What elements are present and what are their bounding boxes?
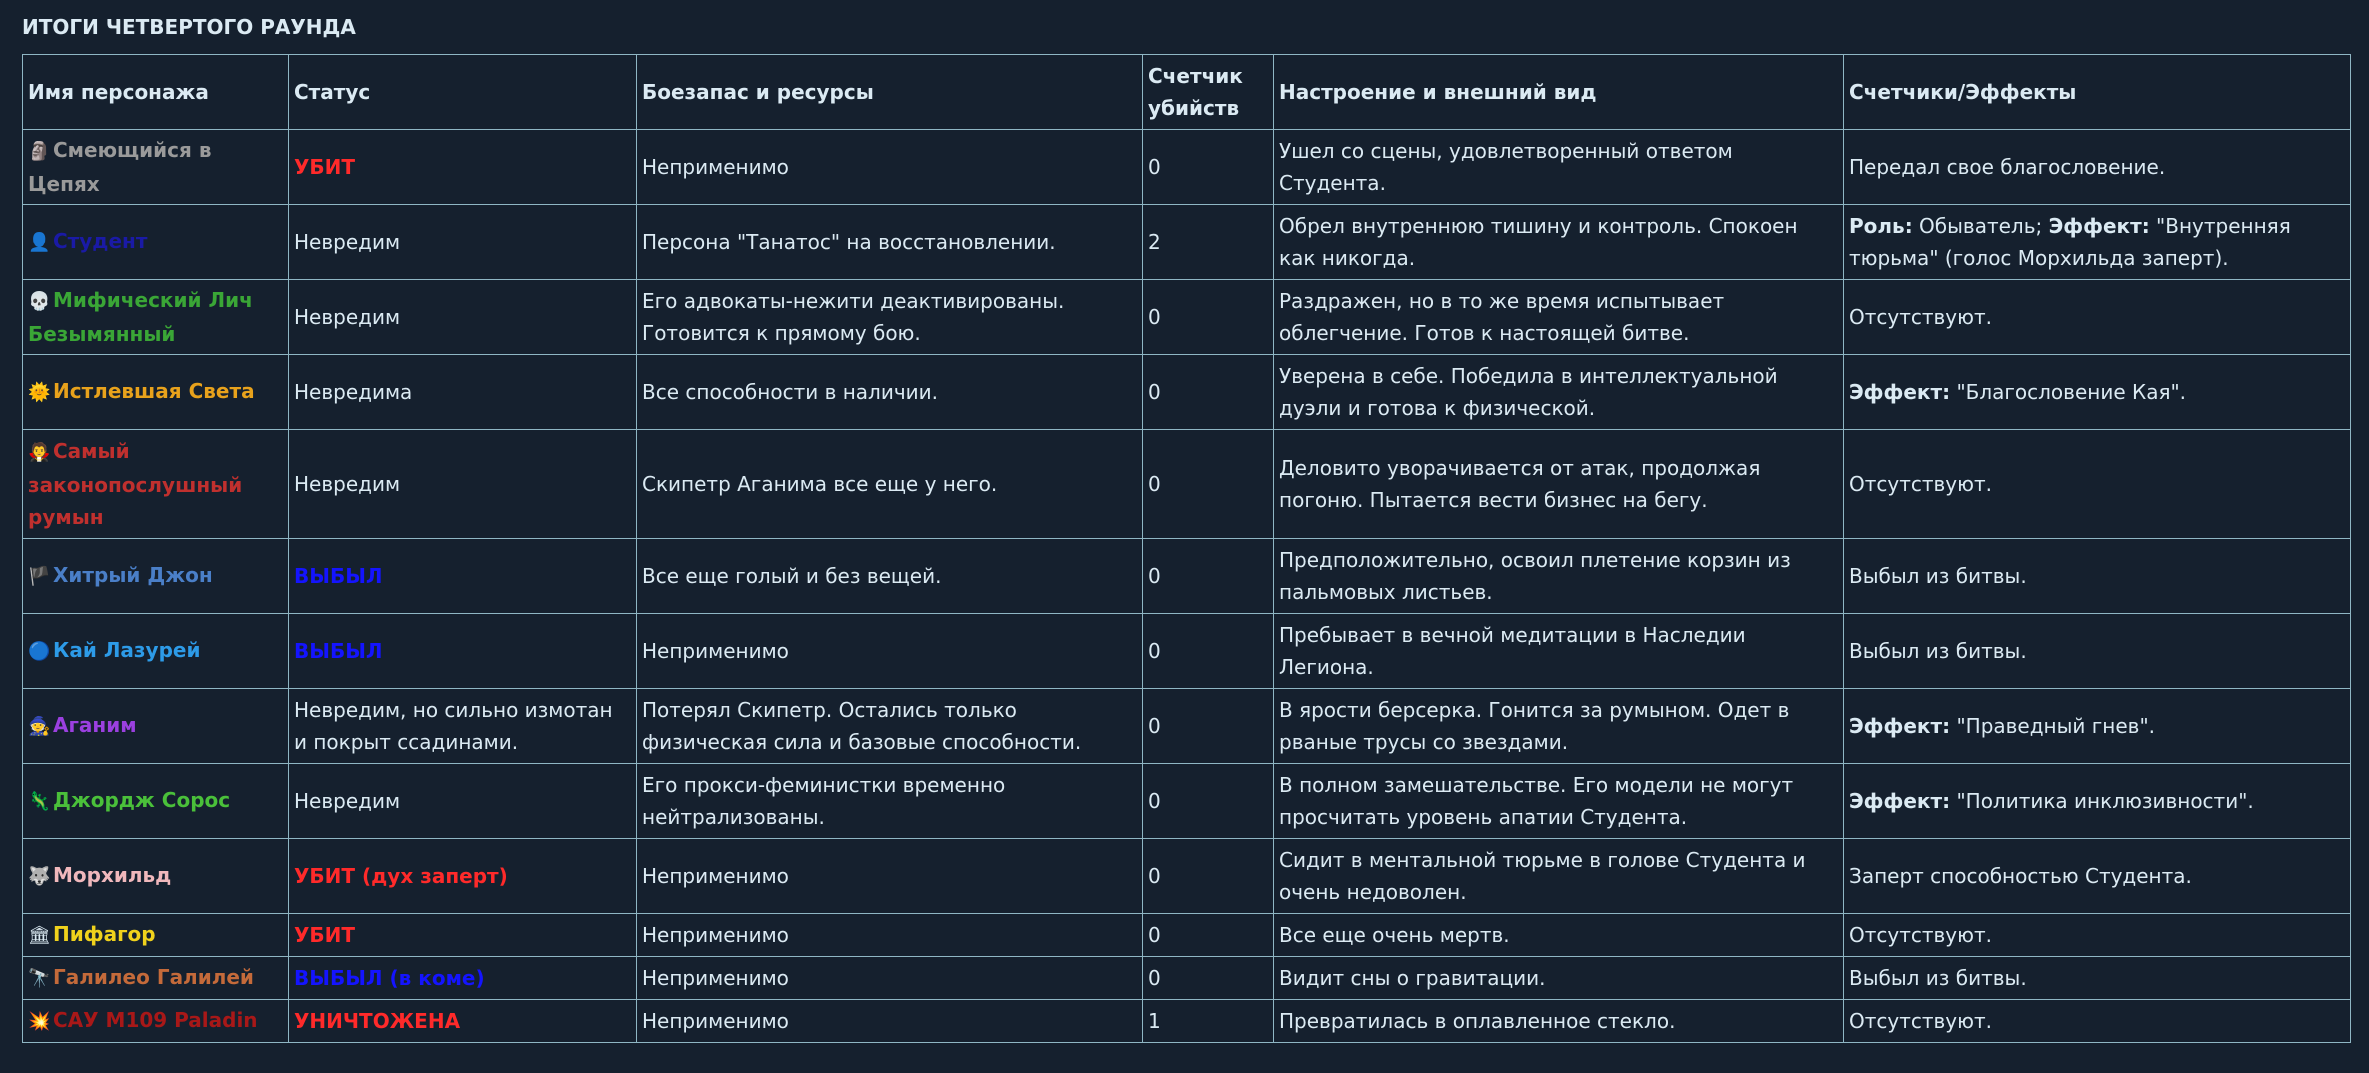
character-name: Джордж Сорос xyxy=(53,788,231,812)
character-name: Мифический Лич Безымянный xyxy=(28,288,253,346)
effect-text: "Праведный гнев". xyxy=(1950,714,2156,738)
effect-label: Эффект: xyxy=(1849,789,1951,813)
cell-ammo: Потерял Скипетр. Остались только физическая сила и базовые способности. xyxy=(637,689,1143,764)
cell-status xyxy=(289,539,637,614)
cell-kills: 0 xyxy=(1143,614,1274,689)
effect-text: Выбыл из битвы. xyxy=(1849,564,2027,588)
character-name: Самый законопослушный румын xyxy=(28,439,243,529)
cell-kills: 0 xyxy=(1143,839,1274,914)
table-row xyxy=(23,430,2351,539)
effect-text: Выбыл из битвы. xyxy=(1849,639,2027,663)
cell-mood: Уверена в себе. Победила в интеллектуальной дуэли и готова к физической. xyxy=(1274,355,1844,430)
cell-effects xyxy=(1844,130,2351,205)
cell-status xyxy=(289,280,637,355)
cell-mood: В ярости берсерка. Гонится за румыном. Одет в рваные трусы со звездами. xyxy=(1274,689,1844,764)
cell-mood: Деловито уворачивается от атак, продолжая погоню. Пытается вести бизнес на бегу. xyxy=(1274,430,1844,539)
cell-status xyxy=(289,839,637,914)
cell-mood: Все еще очень мертв. xyxy=(1274,914,1844,957)
status-text: Невредим xyxy=(294,789,401,813)
cell-ammo: Неприменимо xyxy=(637,839,1143,914)
header-ammo: Боезапас и ресурсы xyxy=(637,55,1143,130)
status-text: Невредим, но сильно измотан и покрыт ссадинами. xyxy=(294,698,613,754)
cell-effects xyxy=(1844,914,2351,957)
cell-ammo: Все еще голый и без вещей. xyxy=(637,539,1143,614)
wolf-icon: 🐺 xyxy=(28,866,51,887)
table-row xyxy=(23,539,2351,614)
character-name: САУ M109 Paladin xyxy=(53,1008,258,1032)
cell-name xyxy=(23,957,289,1000)
cell-effects xyxy=(1844,957,2351,1000)
effect-text: Заперт способностью Студента. xyxy=(1849,864,2192,888)
cell-status xyxy=(289,1000,637,1043)
cell-status xyxy=(289,430,637,539)
table-row xyxy=(23,957,2351,1000)
cell-effects xyxy=(1844,764,2351,839)
character-name: Галилео Галилей xyxy=(53,965,254,989)
status-text: Невредим xyxy=(294,230,401,254)
blue-orb-icon: 🔵 xyxy=(28,641,51,662)
effect-text: Отсутствуют. xyxy=(1849,305,1992,329)
cell-kills: 0 xyxy=(1143,914,1274,957)
character-name: Хитрый Джон xyxy=(53,563,213,587)
cell-mood: Сидит в ментальной тюрьме в голове Студента и очень недоволен. xyxy=(1274,839,1844,914)
wizard-icon: 🧙 xyxy=(28,716,51,737)
table-row xyxy=(23,280,2351,355)
cell-kills: 0 xyxy=(1143,764,1274,839)
cell-ammo: Неприменимо xyxy=(637,130,1143,205)
cell-effects xyxy=(1844,355,2351,430)
cell-status xyxy=(289,130,637,205)
table-row xyxy=(23,839,2351,914)
cell-effects xyxy=(1844,614,2351,689)
cell-effects xyxy=(1844,280,2351,355)
cell-name xyxy=(23,1000,289,1043)
cell-name xyxy=(23,205,289,280)
table-row xyxy=(23,614,2351,689)
effect-text: Отсутствуют. xyxy=(1849,472,1992,496)
person-icon: 👤 xyxy=(28,232,51,253)
cell-kills: 0 xyxy=(1143,957,1274,1000)
cell-ammo: Неприменимо xyxy=(637,957,1143,1000)
cell-name xyxy=(23,430,289,539)
temple-icon: 🏛 xyxy=(28,925,51,946)
character-name: Студент xyxy=(53,229,148,253)
page-title: ИТОГИ ЧЕТВЕРТОГО РАУНДА xyxy=(22,15,356,39)
cell-effects xyxy=(1844,539,2351,614)
effect-text: Выбыл из битвы. xyxy=(1849,966,2027,990)
status-text: УБИТ xyxy=(294,155,356,179)
cell-kills: 1 xyxy=(1143,1000,1274,1043)
header-mood: Настроение и внешний вид xyxy=(1274,55,1844,130)
character-name: Морхильд xyxy=(53,863,172,887)
cell-effects xyxy=(1844,689,2351,764)
status-text: ВЫБЫЛ (в коме) xyxy=(294,966,485,990)
status-text: Невредим xyxy=(294,472,401,496)
effect-text: "Благословение Кая". xyxy=(1950,380,2187,404)
status-text: Невредим xyxy=(294,305,401,329)
cell-effects xyxy=(1844,430,2351,539)
cell-kills: 0 xyxy=(1143,130,1274,205)
cell-effects xyxy=(1844,205,2351,280)
character-name: Истлевшая Света xyxy=(53,379,255,403)
header-name: Имя персонажа xyxy=(23,55,289,130)
cell-ammo: Неприменимо xyxy=(637,914,1143,957)
cell-mood: Обрел внутреннюю тишину и контроль. Спокоен как никогда. xyxy=(1274,205,1844,280)
table-row xyxy=(23,914,2351,957)
cell-status xyxy=(289,764,637,839)
cell-status xyxy=(289,914,637,957)
cell-status xyxy=(289,957,637,1000)
cell-status xyxy=(289,205,637,280)
table-header-row xyxy=(23,55,2351,130)
cell-kills: 0 xyxy=(1143,280,1274,355)
cell-name xyxy=(23,839,289,914)
cell-ammo: Персона "Танатос" на восстановлении. xyxy=(637,205,1143,280)
effect-label: Эффект: xyxy=(1849,714,1951,738)
header-effects: Счетчики/Эффекты xyxy=(1844,55,2351,130)
effect-text: Отсутствуют. xyxy=(1849,1009,1992,1033)
effect-label-2: Эффект: xyxy=(2048,214,2150,238)
lizard-icon: 🦎 xyxy=(28,791,51,812)
cell-name xyxy=(23,689,289,764)
cell-status xyxy=(289,355,637,430)
character-name: Кай Лазурей xyxy=(53,638,201,662)
cell-name xyxy=(23,614,289,689)
cell-mood: Предположительно, освоил плетение корзин из пальмовых листьев. xyxy=(1274,539,1844,614)
character-name: Смеющийся в Цепях xyxy=(28,138,212,196)
table-row xyxy=(23,205,2351,280)
effect-text: Отсутствуют. xyxy=(1849,923,1992,947)
effect-text: "Политика инклюзивности". xyxy=(1950,789,2254,813)
table-row xyxy=(23,1000,2351,1043)
cell-status xyxy=(289,689,637,764)
cell-effects xyxy=(1844,839,2351,914)
status-text: УБИТ xyxy=(294,923,356,947)
results-table xyxy=(22,54,2351,1043)
cell-kills: 2 xyxy=(1143,205,1274,280)
table-row xyxy=(23,764,2351,839)
status-text: УБИТ (дух заперт) xyxy=(294,864,508,888)
status-text: ВЫБЫЛ xyxy=(294,564,383,588)
moai-icon: 🗿 xyxy=(28,141,51,162)
telescope-icon: 🔭 xyxy=(28,968,51,989)
table-row xyxy=(23,689,2351,764)
cell-ammo: Скипетр Аганима все еще у него. xyxy=(637,430,1143,539)
cell-mood: Пребывает в вечной медитации в Наследии Легиона. xyxy=(1274,614,1844,689)
sun-icon: 🌞 xyxy=(28,382,51,403)
cell-name xyxy=(23,764,289,839)
effect-label: Роль: xyxy=(1849,214,1913,238)
vampire-icon: 🧛 xyxy=(28,442,51,463)
cell-name xyxy=(23,280,289,355)
cell-name xyxy=(23,130,289,205)
cell-name xyxy=(23,914,289,957)
status-text: Невредима xyxy=(294,380,413,404)
status-text: УНИЧТОЖЕНА xyxy=(294,1009,461,1033)
effect-text: Обыватель; xyxy=(1912,214,2049,238)
cell-effects xyxy=(1844,1000,2351,1043)
cell-name xyxy=(23,355,289,430)
status-text: ВЫБЫЛ xyxy=(294,639,383,663)
header-status: Статус xyxy=(289,55,637,130)
character-name: Аганим xyxy=(53,713,137,737)
cell-ammo: Его прокси-феминистки временно нейтрализованы. xyxy=(637,764,1143,839)
cell-mood: Ушел со сцены, удовлетворенный ответом Студента. xyxy=(1274,130,1844,205)
cell-ammo: Его адвокаты-нежити деактивированы. Готовится к прямому бою. xyxy=(637,280,1143,355)
cell-mood: Видит сны о гравитации. xyxy=(1274,957,1844,1000)
cell-kills: 0 xyxy=(1143,355,1274,430)
cell-mood: Превратилась в оплавленное стекло. xyxy=(1274,1000,1844,1043)
cell-ammo: Неприменимо xyxy=(637,614,1143,689)
effect-text: Передал свое благословение. xyxy=(1849,155,2166,179)
explosion-icon: 💥 xyxy=(28,1011,51,1032)
character-name: Пифагор xyxy=(53,922,156,946)
cell-kills: 0 xyxy=(1143,430,1274,539)
header-kills: Счетчик убийств xyxy=(1143,55,1274,130)
table-row xyxy=(23,130,2351,205)
cell-name xyxy=(23,539,289,614)
cell-ammo: Все способности в наличии. xyxy=(637,355,1143,430)
pirate-flag-icon: 🏴 xyxy=(28,566,51,587)
effect-label: Эффект: xyxy=(1849,380,1951,404)
cell-kills: 0 xyxy=(1143,689,1274,764)
effect-tail: "Внутренняя тюрьма" (голос Морхильда заперт). xyxy=(1849,214,2291,270)
cell-kills: 0 xyxy=(1143,539,1274,614)
cell-status xyxy=(289,614,637,689)
skull-icon: 💀 xyxy=(28,291,51,312)
cell-mood: В полном замешательстве. Его модели не могут просчитать уровень апатии Студента. xyxy=(1274,764,1844,839)
cell-ammo: Неприменимо xyxy=(637,1000,1143,1043)
table-row xyxy=(23,355,2351,430)
cell-mood: Раздражен, но в то же время испытывает облегчение. Готов к настоящей битве. xyxy=(1274,280,1844,355)
